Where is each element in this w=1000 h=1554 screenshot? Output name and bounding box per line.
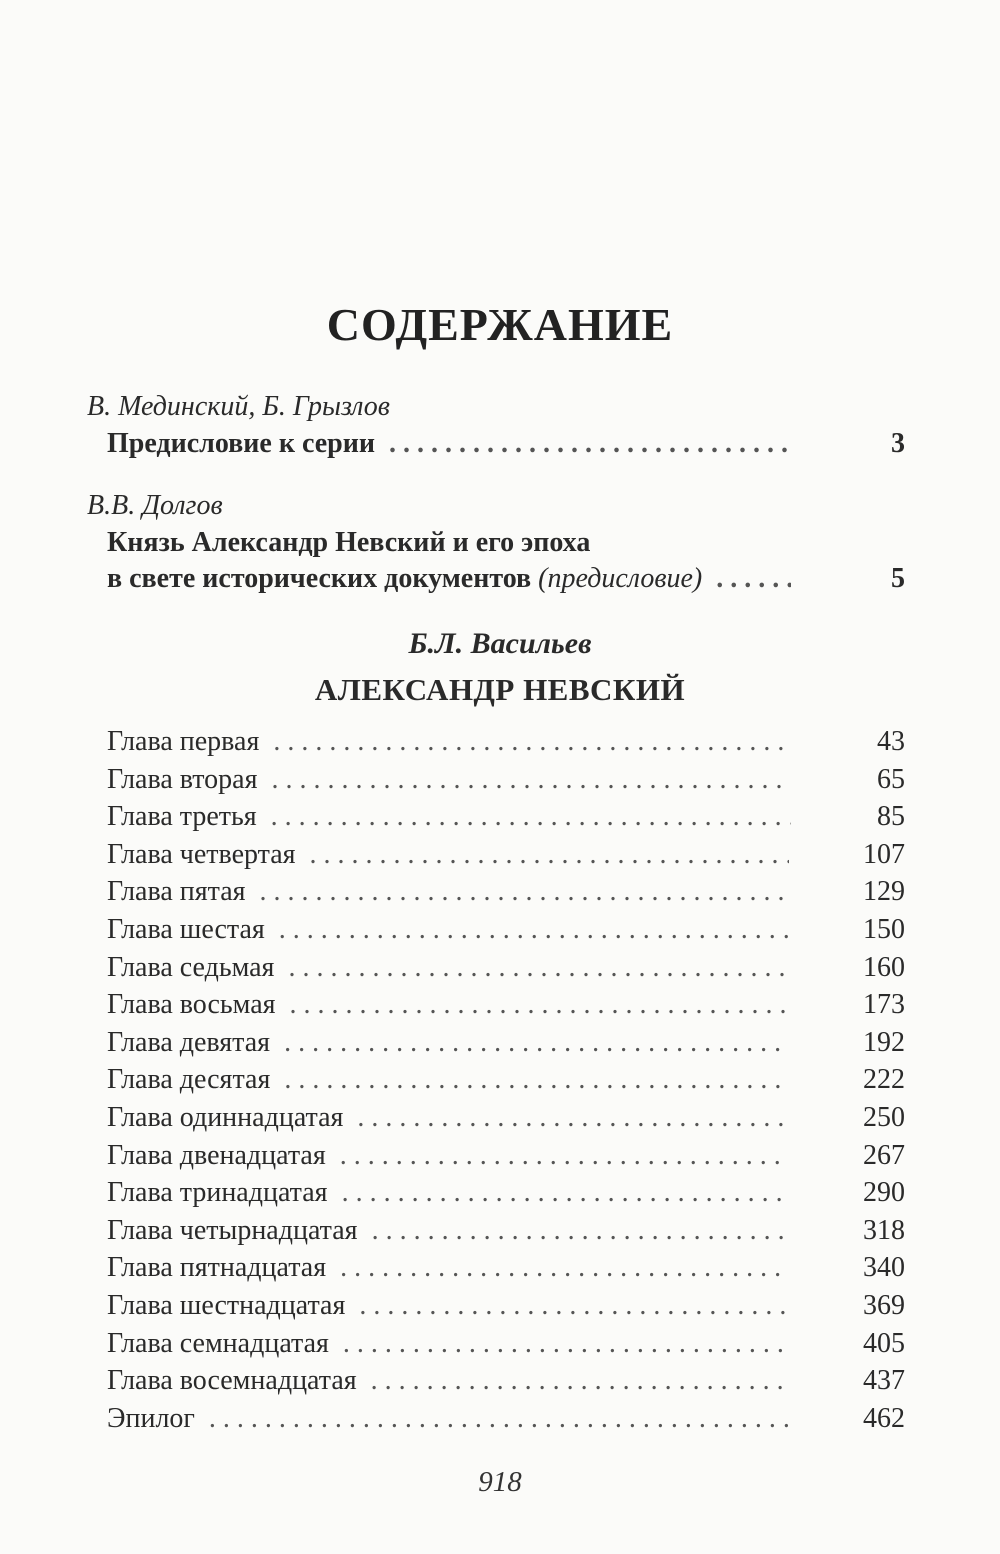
entry-author: В.В. Долгов bbox=[87, 490, 223, 521]
dot-leader bbox=[340, 1252, 789, 1284]
dot-leader bbox=[389, 428, 791, 460]
chapter-entry[interactable] bbox=[107, 989, 905, 1027]
chapter-page: 462 bbox=[863, 1402, 905, 1434]
chapter-label: Глава десятая bbox=[107, 1064, 271, 1096]
toc-entry-label-line: Князь Александр Невский и его эпоха bbox=[107, 527, 591, 558]
chapter-page: 192 bbox=[863, 1026, 905, 1058]
chapter-label: Глава четырнадцатая bbox=[107, 1214, 358, 1246]
dot-leader bbox=[359, 1290, 789, 1322]
chapter-entry[interactable] bbox=[107, 1140, 905, 1178]
toc-entry[interactable] bbox=[107, 428, 905, 466]
dot-leader bbox=[342, 1177, 789, 1209]
chapter-label: Глава восемнадцатая bbox=[107, 1365, 357, 1397]
chapter-page: 437 bbox=[863, 1365, 905, 1397]
page-number: 918 bbox=[478, 1466, 522, 1498]
dot-leader bbox=[343, 1328, 789, 1360]
chapter-entry[interactable] bbox=[107, 801, 905, 839]
toc-entry-page: 5 bbox=[891, 563, 905, 594]
chapter-entry[interactable] bbox=[107, 1252, 905, 1290]
chapter-label: Глава двенадцатая bbox=[107, 1139, 326, 1171]
dot-leader bbox=[279, 914, 789, 946]
chapter-page: 340 bbox=[863, 1252, 905, 1284]
chapter-page: 222 bbox=[863, 1064, 905, 1096]
chapter-label: Глава шестая bbox=[107, 914, 265, 945]
chapter-page: 267 bbox=[863, 1139, 905, 1171]
book-author: Б.Л. Васильев bbox=[408, 627, 592, 660]
chapter-entry[interactable] bbox=[107, 1027, 905, 1065]
chapter-entry[interactable] bbox=[107, 1064, 905, 1102]
chapter-page: 369 bbox=[863, 1290, 905, 1321]
dot-leader bbox=[260, 876, 789, 908]
dot-leader bbox=[284, 1027, 789, 1059]
chapter-entry[interactable] bbox=[107, 1177, 905, 1215]
chapter-page: 150 bbox=[863, 914, 905, 945]
dot-leader bbox=[284, 1064, 789, 1096]
chapter-label: Глава одиннадцатая bbox=[107, 1102, 344, 1133]
chapter-label: Глава пятая bbox=[107, 876, 246, 908]
dot-leader bbox=[288, 952, 789, 984]
chapter-entry[interactable] bbox=[107, 726, 905, 764]
chapter-label: Глава пятнадцатая bbox=[107, 1252, 327, 1284]
toc-entry-label-text: в свете исторических документов bbox=[107, 563, 532, 594]
dot-leader bbox=[273, 726, 791, 758]
chapter-page: 129 bbox=[863, 876, 905, 908]
chapter-entry[interactable] bbox=[107, 1102, 905, 1140]
dot-leader bbox=[271, 764, 791, 796]
dot-leader bbox=[290, 989, 789, 1021]
dot-leader bbox=[371, 1365, 789, 1397]
dot-leader bbox=[271, 801, 791, 833]
chapter-label: Глава первая bbox=[107, 726, 260, 757]
chapter-label: Глава вторая bbox=[107, 763, 258, 795]
chapter-page: 107 bbox=[863, 838, 905, 870]
toc-entry[interactable] bbox=[107, 563, 905, 601]
chapter-entry[interactable] bbox=[107, 1403, 905, 1441]
book-title: АЛЕКСАНДР НЕВСКИЙ bbox=[314, 672, 686, 707]
chapter-entry[interactable] bbox=[107, 1365, 905, 1403]
toc-entry-page: 3 bbox=[891, 428, 905, 459]
chapter-entry[interactable] bbox=[107, 1215, 905, 1253]
chapter-page: 318 bbox=[863, 1214, 905, 1246]
chapter-label: Глава тринадцатая bbox=[107, 1177, 328, 1209]
chapter-label: Глава семнадцатая bbox=[107, 1327, 329, 1359]
chapter-label: Глава четвертая bbox=[107, 838, 296, 870]
chapter-label: Глава девятая bbox=[107, 1026, 271, 1058]
chapter-page: 43 bbox=[877, 726, 905, 757]
dot-leader bbox=[372, 1215, 789, 1247]
entry-author: В. Мединский, Б. Грызлов bbox=[87, 391, 390, 422]
chapter-page: 290 bbox=[863, 1177, 905, 1209]
dot-leader bbox=[716, 563, 791, 595]
chapter-entry[interactable] bbox=[107, 1290, 905, 1328]
chapter-page: 250 bbox=[863, 1102, 905, 1133]
dot-leader bbox=[209, 1403, 789, 1435]
chapter-page: 65 bbox=[877, 763, 905, 795]
page-title: СОДЕРЖАНИЕ bbox=[326, 299, 674, 350]
chapter-label: Глава седьмая bbox=[107, 951, 275, 983]
chapter-page: 405 bbox=[863, 1327, 905, 1359]
chapter-entry[interactable] bbox=[107, 914, 905, 952]
toc-entry-label: Предисловие к серии bbox=[107, 428, 375, 459]
chapter-label: Глава третья bbox=[107, 801, 257, 833]
toc-entry-label bbox=[107, 563, 702, 595]
dot-leader bbox=[340, 1140, 789, 1172]
dot-leader bbox=[357, 1102, 789, 1134]
chapter-entry[interactable] bbox=[107, 876, 905, 914]
chapter-entry[interactable] bbox=[107, 1328, 905, 1366]
chapter-entry[interactable] bbox=[107, 952, 905, 990]
dot-leader bbox=[310, 839, 789, 871]
toc-entry-note: (предисловие) bbox=[538, 563, 703, 594]
chapter-label: Глава восьмая bbox=[107, 989, 276, 1021]
chapter-label: Глава шестнадцатая bbox=[107, 1290, 346, 1321]
chapter-label: Эпилог bbox=[107, 1402, 195, 1434]
chapter-entry[interactable] bbox=[107, 764, 905, 802]
chapter-page: 85 bbox=[877, 801, 905, 833]
chapter-entry[interactable] bbox=[107, 839, 905, 877]
chapter-page: 160 bbox=[863, 951, 905, 983]
chapter-page: 173 bbox=[863, 989, 905, 1021]
